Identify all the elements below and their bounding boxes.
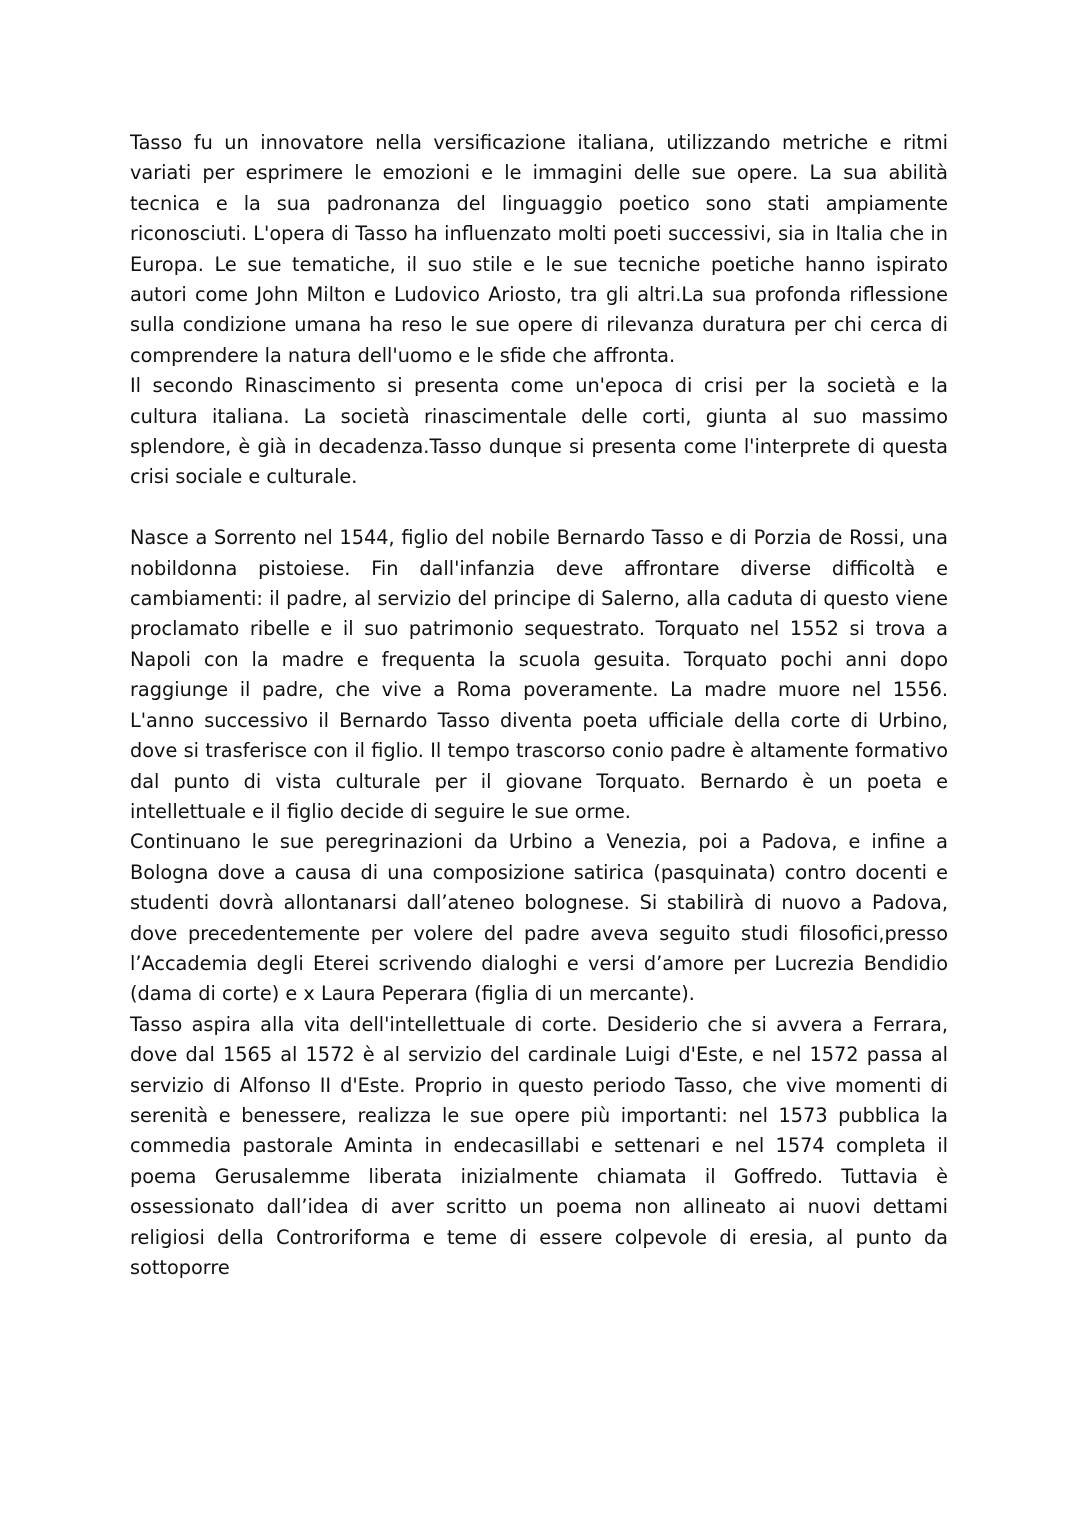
paragraph-peregrinations: Continuano le sue peregrinazioni da Urbino a Venezia, poi a Padova, e infine a Bologna dove a causa di una composizione satirica (pasquinata) contro docenti e studenti dovrà allontanarsi dall’ateneo bolognese. Si stabilirà di nuovo a Padova, dove precedentemente per volere del padre aveva seguito studi filosofici,presso l’Accademia degli Eterei scrivendo dialoghi e versi d’amore per Lucrezia Bendidio (dama di corte) e x Laura Peperara (figlia di un mercante). [130, 830, 948, 1006]
paragraph-second-renaissance: Il secondo Rinascimento si presenta come un'epoca di crisi per la società e la cultura italiana. La società rinascimentale delle corti, giunta al suo massimo splendore, è già in decadenza.Tasso dunque si presenta come l'interprete di questa crisi sociale e culturale. [130, 374, 948, 489]
paragraph-tasso-innovation: Tasso fu un innovatore nella versificazione italiana, utilizzando metriche e ritmi variati per esprimere le emozioni e le immagini delle sue opere. La sua abilità tecnica e la sua padronanza del linguaggio poetico sono stati ampiamente riconosciuti. L'opera di Tasso ha influenzato molti poeti successivi, sia in Italia che in Europa. Le sue tematiche, il suo stile e le sue tecniche poetiche hanno ispirato autori come John Milton e Ludovico Ariosto, tra gli altri.La sua profonda riflessione sulla condizione umana ha reso le sue opere di rilevanza duratura per chi cerca di comprendere la natura dell'uomo e le sfide che affronta. [130, 131, 948, 367]
paragraph-spacer [130, 493, 948, 523]
paragraph-early-life: Nasce a Sorrento nel 1544, figlio del nobile Bernardo Tasso e di Porzia de Rossi, una nobildonna pistoiese. Fin dall'infanzia deve affrontare diverse difficoltà e cambiamenti: il padre, al servizio del principe di Salerno, alla caduta di questo viene proclamato ribelle e il suo patrimonio sequestrato. Torquato nel 1552 si trova a Napoli con la madre e frequenta la scuola gesuita. Torquato pochi anni dopo raggiunge il padre, che vive a Roma poveramente. La madre muore nel 1556. L'anno successivo il Bernardo Tasso diventa poeta ufficiale della corte di Urbino, dove si trasferisce con il figlio. Il tempo trascorso conio padre è altamente formativo dal punto di vista culturale per il giovane Torquato. Bernardo è un poeta e intellettuale e il figlio decide di seguire le sue orme. [130, 526, 948, 823]
paragraph-ferrara-court: Tasso aspira alla vita dell'intellettuale di corte. Desiderio che si avvera a Ferrara, dove dal 1565 al 1572 è al servizio del cardinale Luigi d'Este, e nel 1572 passa al servizio di Alfonso II d'Este. Proprio in questo periodo Tasso, che vive momenti di serenità e benessere, realizza le sue opere più importanti: nel 1573 pubblica la commedia pastorale Aminta in endecasillabi e settenari e nel 1574 completa il poema Gerusalemme liberata inizialmente chiamata il Goffredo. Tuttavia è ossessionato dall’idea di aver scritto un poema non allineato ai nuovi dettami religiosi della Controriforma e teme di essere colpevole di eresia, al punto da sottoporre [130, 1012, 948, 1280]
document-body [130, 128, 948, 1283]
